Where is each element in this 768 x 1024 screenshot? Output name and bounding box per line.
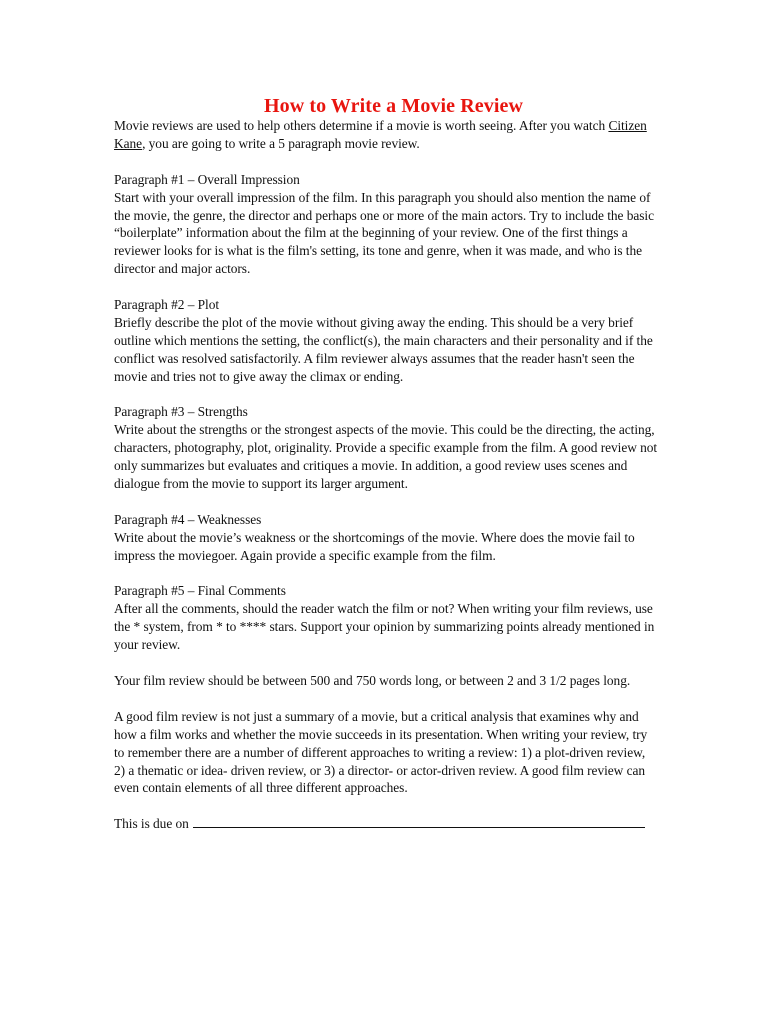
section-heading: Paragraph #1 – Overall Impression [114,171,300,187]
analysis-note: A good film review is not just a summary of a movie, but a critical analysis that examines why and how a film works and whether the movie succeeds in its presentation. When writing your review, try to remember there are a number of different approaches to writing a review: 1) a plot-driven review, 2) a thematic or idea- driven review, or 3) a director- or actor-driven review. A good film review can even contain elements of all three different approaches. [114,708,648,796]
intro-paragraph [114,117,659,153]
section-heading: Paragraph #2 – Plot [114,297,220,313]
section-heading: Paragraph #5 – Final Comments [114,583,286,599]
section-strengths [114,403,659,493]
due-date-blank [193,815,645,828]
film-title: Citizen Kane [114,118,647,151]
section-plot [114,296,659,386]
due-label: This is due on [114,816,189,832]
section-final-comments [114,582,659,654]
section-overall-impression [114,171,659,278]
section-body: Start with your overall impression of the film. In this paragraph you should also mention the name of the movie, the genre, the director and perhaps one or more of the main actors. Try to include the basic “boilerplate” information about the film at the beginning of your review. One of the first things a reviewer looks for is what is the film's setting, its tone and genre, when it was made, and who is the director and major actors. [114,189,654,277]
section-body: Write about the movie’s weakness or the shortcomings of the movie. Where does the movie fail to impress the moviegoer. Again provide a specific example from the film. [114,529,635,563]
section-body: Briefly describe the plot of the movie without giving away the ending. This should be a very brief outline which mentions the setting, the conflict(s), the main characters and their personality and if the conflict was resolved satisfactorily. A film reviewer always assumes that the reader hasn't seen the movie and tries not to give away the climax or ending. [114,314,653,384]
length-note: Your film review should be between 500 and 750 words long, or between 2 and 3 1/2 pages long. [114,673,631,688]
section-body: After all the comments, should the reader watch the film or not? When writing your film reviews, use the * system, from * to **** stars. Support your opinion by summarizing points already mentioned in your review. [114,601,655,653]
section-heading: Paragraph #4 – Weaknesses [114,511,262,527]
section-weaknesses [114,511,659,565]
intro-text-after: , you are going to write a 5 paragraph movie review. [142,135,420,151]
due-date-line [114,815,659,833]
document-title: How to Write a Movie Review [263,95,524,117]
document-body [114,94,659,851]
intro-text-before: Movie reviews are used to help others determine if a movie is worth seeing. After you watch [114,118,609,133]
section-body: Write about the strengths or the strongest aspects of the movie. This could be the directing, the acting, characters, photography, plot, originality. Provide a specific example from the film. A good review not only summarizes but evaluates and critiques a movie. In addition, a good review uses scenes and dialogue from the movie to support its larger argument. [114,422,658,492]
section-heading: Paragraph #3 – Strengths [114,404,248,420]
